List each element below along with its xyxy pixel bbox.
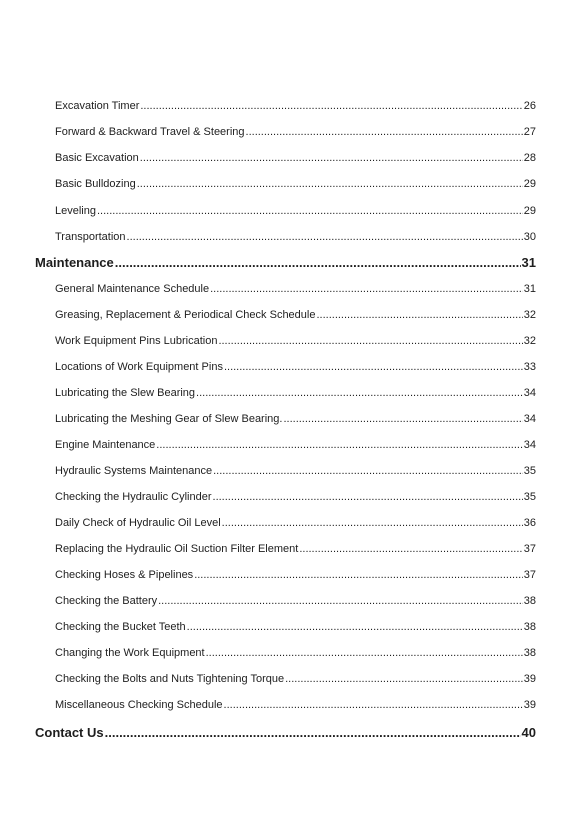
- toc-entry[interactable]: [55, 412, 536, 426]
- toc-leader-dots: [218, 334, 522, 348]
- toc-entry-title: Checking the Battery: [55, 595, 158, 607]
- toc-entry-title: Replacing the Hydraulic Oil Suction Filter Element: [55, 543, 299, 555]
- toc-entry-page: 38: [523, 595, 536, 607]
- toc-entry[interactable]: [55, 646, 536, 660]
- toc-leader-dots: [187, 620, 523, 634]
- toc-entry-title: Changing the Work Equipment: [55, 647, 205, 659]
- toc-entry-page: 29: [523, 178, 536, 190]
- toc-entry-page: 34: [523, 413, 536, 425]
- toc-entry-title: Engine Maintenance: [55, 439, 156, 451]
- toc-entry-title: Lubricating the Slew Bearing: [55, 387, 196, 399]
- toc-entry-page: 26: [523, 100, 536, 112]
- toc-leader-dots: [196, 386, 523, 400]
- toc-entry-page: 34: [523, 387, 536, 399]
- toc-entry-page: 38: [523, 621, 536, 633]
- toc-entry-page: 39: [523, 699, 536, 711]
- toc-leader-dots: [156, 438, 522, 452]
- toc-entry[interactable]: [55, 542, 536, 556]
- toc-section-title: Maintenance: [35, 255, 114, 270]
- toc-entry-page: 32: [523, 335, 536, 347]
- toc-entry-page: 31: [523, 283, 536, 295]
- toc-entry-title: General Maintenance Schedule: [55, 283, 210, 295]
- toc-entry-title: Lubricating the Meshing Gear of Slew Bearing.: [55, 413, 283, 425]
- toc-entry-page: 27: [523, 126, 536, 138]
- toc-entry-title: Forward & Backward Travel & Steering: [55, 126, 245, 138]
- toc-leader-dots: [213, 464, 523, 478]
- toc-entry-page: 37: [523, 543, 536, 555]
- toc-leader-dots: [224, 360, 523, 374]
- toc-entry-title: Excavation Timer: [55, 100, 140, 112]
- toc-entry-page: 35: [523, 491, 536, 503]
- toc-entry[interactable]: [55, 308, 536, 322]
- toc-entry-title: Work Equipment Pins Lubrication: [55, 335, 218, 347]
- toc-leader-dots: [285, 672, 523, 686]
- toc-leader-dots: [127, 230, 523, 244]
- toc-leader-dots: [140, 151, 523, 165]
- toc-entry-title: Checking the Bolts and Nuts Tightening Torque: [55, 673, 285, 685]
- toc-entry[interactable]: [55, 568, 536, 582]
- toc-entry[interactable]: [55, 360, 536, 374]
- toc-entry[interactable]: [55, 230, 536, 244]
- toc-entry[interactable]: [55, 464, 536, 478]
- toc-entry-title: Checking the Hydraulic Cylinder: [55, 491, 212, 503]
- toc-entry[interactable]: [55, 177, 536, 191]
- toc-entry-page: 33: [523, 361, 536, 373]
- toc-entry-title: Greasing, Replacement & Periodical Check Schedule: [55, 309, 316, 321]
- toc-leader-dots: [246, 125, 523, 139]
- toc-entry-page: 32: [523, 309, 536, 321]
- toc-entry-page: 39: [523, 673, 536, 685]
- toc-leader-dots: [115, 255, 521, 271]
- toc-section-page: 31: [521, 255, 536, 270]
- toc-leader-dots: [222, 516, 523, 530]
- toc-leader-dots: [105, 725, 521, 741]
- toc-entry-title: Transportation: [55, 231, 126, 243]
- toc-entry-page: 29: [523, 205, 536, 217]
- toc-entry-title: Basic Bulldozing: [55, 178, 136, 190]
- toc-leader-dots: [213, 490, 523, 504]
- toc-leader-dots: [158, 594, 523, 608]
- toc-entry[interactable]: [55, 672, 536, 686]
- toc-entry[interactable]: [55, 99, 536, 113]
- toc-leader-dots: [316, 308, 522, 322]
- toc-leader-dots: [210, 282, 523, 296]
- toc-entry-title: Hydraulic Systems Maintenance: [55, 465, 213, 477]
- toc-entry[interactable]: [55, 204, 536, 218]
- toc-entry-page: 38: [523, 647, 536, 659]
- toc-entry-page: 34: [523, 439, 536, 451]
- toc-entry[interactable]: [55, 516, 536, 530]
- toc-entry[interactable]: [55, 490, 536, 504]
- toc-leader-dots: [224, 698, 523, 712]
- toc-entry-page: 30: [523, 231, 536, 243]
- toc-entry[interactable]: [55, 125, 536, 139]
- toc-section-entry[interactable]: [35, 725, 536, 741]
- toc-entry[interactable]: [55, 334, 536, 348]
- toc-entry[interactable]: [55, 438, 536, 452]
- toc-entry[interactable]: [55, 698, 536, 712]
- toc-entry-title: Leveling: [55, 205, 96, 217]
- toc-entry[interactable]: [55, 594, 536, 608]
- toc-entry-title: Basic Excavation: [55, 152, 139, 164]
- toc-section-title: Contact Us: [35, 725, 104, 740]
- toc-leader-dots: [194, 568, 523, 582]
- toc-entry-page: 28: [523, 152, 536, 164]
- toc-section-entry[interactable]: [35, 255, 536, 271]
- toc-entry-title: Checking Hoses & Pipelines: [55, 569, 194, 581]
- toc-entry[interactable]: [55, 620, 536, 634]
- toc-entry-title: Miscellaneous Checking Schedule: [55, 699, 223, 711]
- toc-section-page: 40: [521, 725, 536, 740]
- toc-entry-title: Checking the Bucket Teeth: [55, 621, 186, 633]
- toc-entry-page: 36: [523, 517, 536, 529]
- toc-leader-dots: [283, 412, 522, 426]
- toc-entry-page: 37: [523, 569, 536, 581]
- toc-entry-page: 35: [523, 465, 536, 477]
- toc-entry[interactable]: [55, 282, 536, 296]
- toc-leader-dots: [140, 99, 522, 113]
- toc-entry-title: Locations of Work Equipment Pins: [55, 361, 223, 373]
- toc-leader-dots: [299, 542, 522, 556]
- toc-leader-dots: [97, 204, 523, 218]
- toc-entry-title: Daily Check of Hydraulic Oil Level: [55, 517, 221, 529]
- toc-leader-dots: [206, 646, 523, 660]
- toc-entry[interactable]: [55, 151, 536, 165]
- toc-leader-dots: [137, 177, 523, 191]
- toc-entry[interactable]: [55, 386, 536, 400]
